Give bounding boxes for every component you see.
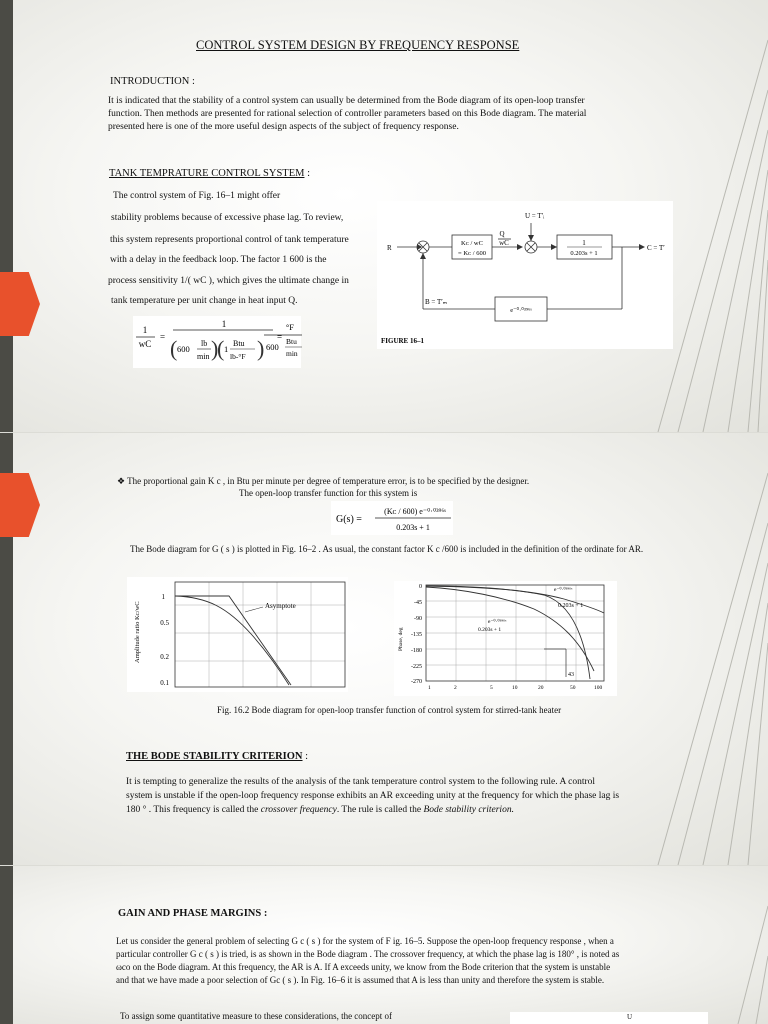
svg-text:=: = (277, 332, 283, 342)
tank-line-1: The control system of Fig. 16–1 might offer (113, 191, 281, 201)
g-num: (Kᴄ / 600) e⁻⁰·⁰³⁹⁶ˢ (384, 507, 446, 516)
slide-left-bar (0, 866, 13, 1024)
g-den: 0.203s + 1 (396, 523, 430, 532)
eq-min: min (197, 352, 210, 361)
margins-line-2: particular controller G c ( s ) is tried, is as shown in the Bode diagram . The crossover frequency, at which the phase lag is 180° , is noted as (116, 949, 620, 959)
eq-btu-b: Btu (286, 337, 297, 346)
tank-heading (109, 166, 310, 181)
crossover-term: crossover frequency (260, 805, 337, 815)
eq-lbf: lb-°F (230, 352, 246, 361)
svg-text:=: = (160, 332, 166, 342)
tank-line-3: this system represents proportional control of tank temperature (110, 235, 349, 245)
phase-delay-label: e⁻⁰·⁰³⁹⁶ˢ (488, 619, 507, 625)
orange-arrow-marker (0, 473, 40, 537)
orange-arrow-marker (0, 272, 40, 336)
criterion-heading-text: THE BODE STABILITY CRITERION (126, 751, 303, 762)
eq-600-b: 600 (266, 342, 279, 352)
svg-text:1: 1 (224, 344, 229, 354)
tank-line-2: stability problems because of excessive phase lag. To review, (111, 213, 344, 223)
eq-degf: °F (285, 322, 294, 332)
ph-xtick-5: 50 (570, 685, 576, 691)
criterion-line-1: It is tempting to generalize the results of the analysis of the tank temperature control system to the following rule. A control (126, 777, 596, 787)
phase-delay-label-top: e⁻⁰·⁰³⁹⁶ˢ (554, 587, 573, 593)
label-q: Q (499, 230, 505, 238)
ph-xtick-4: 20 (538, 685, 544, 691)
phase-43-label: 43 (568, 672, 574, 678)
slide-2 (0, 433, 768, 865)
intro-line-3: presented here is one of the more useful design aspects of the subject of frequency response. (108, 122, 459, 132)
tank-line-4: with a delay in the feedback loop. The factor 1 600 is the (110, 255, 327, 265)
tank-line-5: process sensitivity 1/( wC ), which gives the ultimate change in (108, 276, 349, 286)
lag-num: 1 (582, 239, 586, 247)
lag-den: 0.203s + 1 (570, 250, 598, 257)
criterion-colon: : (302, 751, 309, 762)
delay-block: e⁻⁰·⁰³⁹⁶ˢ (510, 307, 532, 314)
amplitude-ratio-plot (127, 577, 348, 692)
tank-line-6: tank temperature per unit change in heat input Q. (111, 296, 298, 306)
bullet-icon: ❖ (117, 476, 126, 486)
eq-btu: Btu (233, 339, 245, 348)
figure-16-6-partial (510, 1012, 708, 1024)
label-r: R (387, 244, 392, 252)
margins-line-4: and that we have made a poor selection of Gc ( s ). In Fig. 16–6 it is assumed that A is less than unity and therefore the system is stable. (116, 975, 605, 985)
eq-right-fraction (260, 316, 310, 368)
figure-16-2-caption: Fig. 16.2 Bode diagram for open-loop transfer function of control system for stirred-tank heater (217, 705, 562, 715)
slide-1 (0, 0, 768, 432)
decorative-stripes (618, 866, 768, 1024)
slide-3 (0, 866, 768, 1024)
svg-text:(: ( (217, 336, 225, 361)
eq-num: 1 (142, 325, 148, 335)
svg-text:): ) (211, 336, 219, 361)
ph-ytick-4: -180 (411, 648, 422, 654)
gain-text: The proportional gain K c , in Btu per minute per degree of temperature error, is to be specified by the designer. (127, 476, 530, 486)
page-title: CONTROL SYSTEM DESIGN BY FREQUENCY RESPONSE (196, 38, 520, 52)
decorative-stripes (618, 433, 768, 865)
ph-ytick-2: -90 (414, 616, 422, 622)
criterion-line-3 (126, 804, 514, 818)
eq-min-b: min (286, 349, 298, 358)
figure-caption: FIGURE 16–1 (381, 337, 424, 345)
block-diagram-figure (377, 201, 673, 349)
ph-xtick-2: 5 (490, 685, 493, 691)
ph-ylabel: Phase, deg (398, 627, 404, 651)
ar-ytick-4: 0.1 (160, 679, 169, 687)
tank-heading-colon: : (304, 168, 311, 179)
intro-line-1: It is indicated that the stability of a control system can usually be determined from the Bode diagram of its open-loop transfer (108, 96, 585, 106)
svg-text:(: ( (170, 336, 178, 361)
label-u: U = T′ᵢ (525, 212, 545, 220)
corner-label-u: U (627, 1013, 633, 1021)
ph-xtick-0: 1 (428, 685, 431, 691)
ph-ytick-0: 0 (419, 584, 422, 590)
olf-line: The open-loop transfer function for this system is (239, 488, 418, 498)
margins-last-line: To assign some quantitative measure to these considerations, the concept of (120, 1011, 393, 1021)
gain-top: Kᴄ / wC (461, 240, 483, 247)
bode-criterion-term: Bode stability criterion. (423, 805, 514, 815)
intro-line-2: function. Then methods are presented for rational selection of controller parameters based on this Bode diagram. The material (108, 109, 587, 119)
bode-line: The Bode diagram for G ( s ) is plotted in Fig. 16–2 . As usual, the constant factor K c /600 is included in the definition of the ordinate for AR. (130, 544, 644, 554)
transfer-function-equation (331, 501, 453, 535)
rule-text: . The rule is called the (336, 805, 424, 815)
eq-600-a: 600 (177, 344, 190, 354)
phase-lag-label: 0.203s + 1 (558, 603, 584, 609)
ph-xtick-6: 100 (594, 685, 603, 691)
margins-heading: GAIN AND PHASE MARGINS : (118, 908, 268, 919)
svg-text:1: 1 (221, 319, 227, 329)
eq-lb: lb (201, 339, 208, 348)
ar-ylabel: Amplitude ratio Kᴄ/wC (134, 601, 141, 663)
slide-left-bar (0, 0, 13, 432)
svg-text:): ) (257, 336, 265, 361)
criterion-line-3-text: 180 ° . This frequency is called the (126, 805, 259, 815)
label-wc: wC (499, 239, 509, 247)
asymptote-label: Asymptote (265, 602, 296, 610)
label-b: B = T′ₘ (425, 298, 448, 306)
ar-ytick-1: 1 (161, 593, 165, 601)
phase-plot (394, 581, 617, 696)
g-lhs: G(s) = (336, 514, 362, 525)
criterion-heading (126, 749, 308, 764)
gain-bottom: = Kᴄ / 600 (458, 250, 486, 257)
ph-ytick-6: -270 (411, 679, 422, 685)
phase-lag-label-2: 0.203s + 1 (478, 627, 502, 633)
ph-ytick-1: -45 (414, 600, 422, 606)
ph-ytick-5: -225 (411, 664, 422, 670)
intro-heading: INTRODUCTION : (110, 76, 195, 87)
margins-line-1: Let us consider the general problem of selecting G c ( s ) for the system of F ig. 16–5. Suppose the open-loop frequency response , when a (116, 936, 614, 946)
margins-line-3: ωco on the Bode diagram. At this frequency, the AR is A. If A exceeds unity, we know from the Bode criterion that the system is unstable (116, 962, 611, 972)
ar-ytick-3: 0.2 (160, 653, 169, 661)
criterion-line-2: system is unstable if the open-loop frequency response exhibits an AR exceeding unity at the frequency for which the phase lag is (126, 791, 620, 801)
tank-heading-text: TANK TEMPRATURE CONTROL SYSTEM (109, 168, 305, 179)
ph-ytick-3: -135 (411, 632, 422, 638)
label-c: C = T′ (647, 244, 665, 252)
ar-ytick-2: 0.5 (160, 619, 169, 627)
ph-xtick-1: 2 (454, 685, 457, 691)
ph-xtick-3: 10 (512, 685, 518, 691)
eq-den: wC (138, 339, 152, 349)
